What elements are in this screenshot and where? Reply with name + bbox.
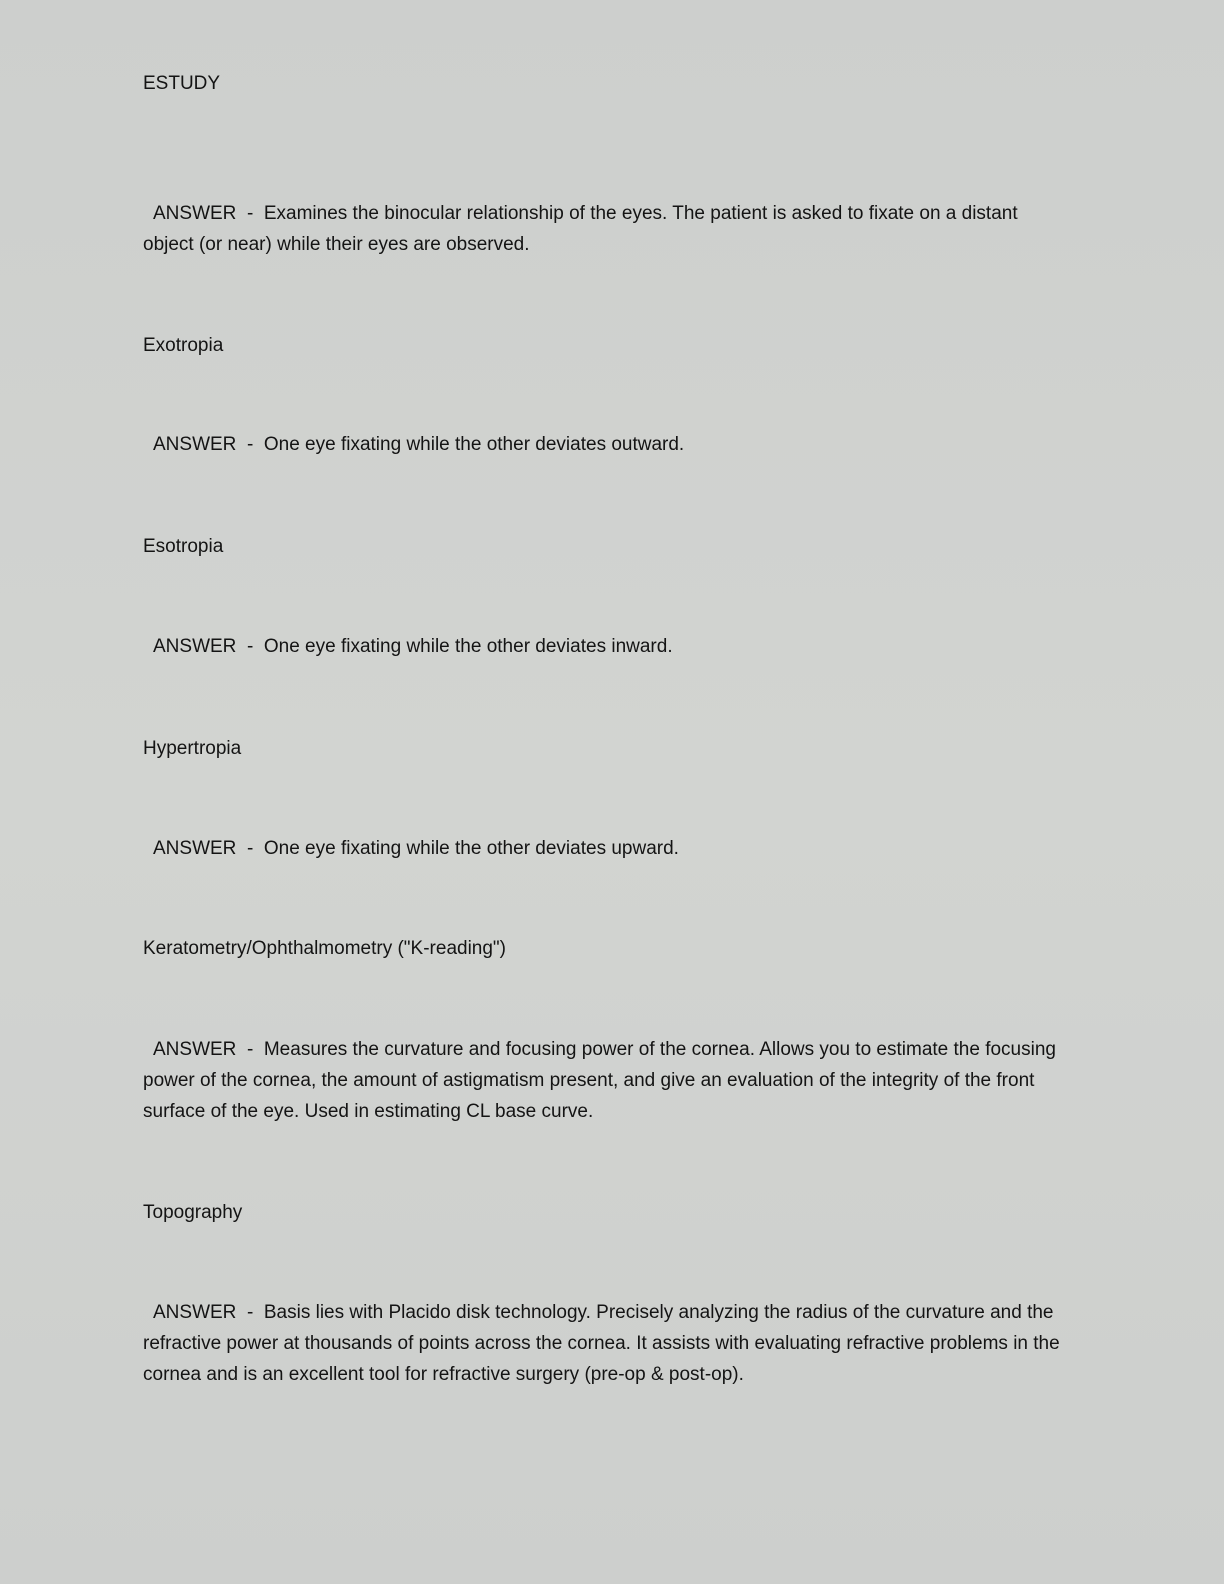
answer-paragraph	[143, 429, 1068, 460]
answer-text: Examines the binocular relationship of the eyes. The patient is asked to fixate on a distant object (or near) while their eyes are observed.	[143, 203, 1018, 255]
answer-text: Measures the curvature and focusing power of the cornea. Allows you to estimate the focusing power of the cornea, the amount of astigmatism present, and give an evaluation of the integrity of the front surface of the eye. Used in estimating CL base curve.	[143, 1039, 1056, 1122]
answer-paragraph	[143, 833, 1068, 864]
answer-text: One eye fixating while the other deviates inward.	[263, 636, 673, 657]
answer-separator: -	[246, 1039, 254, 1060]
answer-text: Basis lies with Placido disk technology. Precisely analyzing the radius of the curvature and the refractive power at thousands of points across the cornea. It assists with evaluating refractive problems in the cornea and is an excellent tool for refractive surgery (pre-op & post-op).	[143, 1302, 1060, 1385]
answer-paragraph	[143, 1034, 1068, 1127]
answer-label: ANSWER	[153, 434, 237, 455]
term-heading: Topography	[143, 1202, 243, 1223]
answer-separator: -	[246, 434, 254, 455]
term-heading: Hypertropia	[143, 738, 242, 759]
term-heading: Exotropia	[143, 335, 224, 356]
answer-separator: -	[246, 203, 254, 224]
answer-label: ANSWER	[153, 203, 237, 224]
answer-label: ANSWER	[153, 1302, 237, 1323]
answer-label: ANSWER	[153, 1039, 237, 1060]
term-heading: Keratometry/Ophthalmometry ("K-reading")	[143, 938, 507, 959]
term-heading: Esotropia	[143, 536, 224, 557]
answer-paragraph	[143, 1297, 1068, 1390]
answer-separator: -	[246, 636, 254, 657]
answer-separator: -	[246, 838, 254, 859]
document-title: ESTUDY	[143, 73, 221, 94]
answer-paragraph	[143, 631, 1068, 662]
answer-label: ANSWER	[153, 838, 237, 859]
answer-text: One eye fixating while the other deviates outward.	[263, 434, 685, 455]
answer-label: ANSWER	[153, 636, 237, 657]
answer-separator: -	[246, 1302, 254, 1323]
answer-paragraph	[143, 198, 1068, 260]
answer-text: One eye fixating while the other deviates upward.	[263, 838, 679, 859]
